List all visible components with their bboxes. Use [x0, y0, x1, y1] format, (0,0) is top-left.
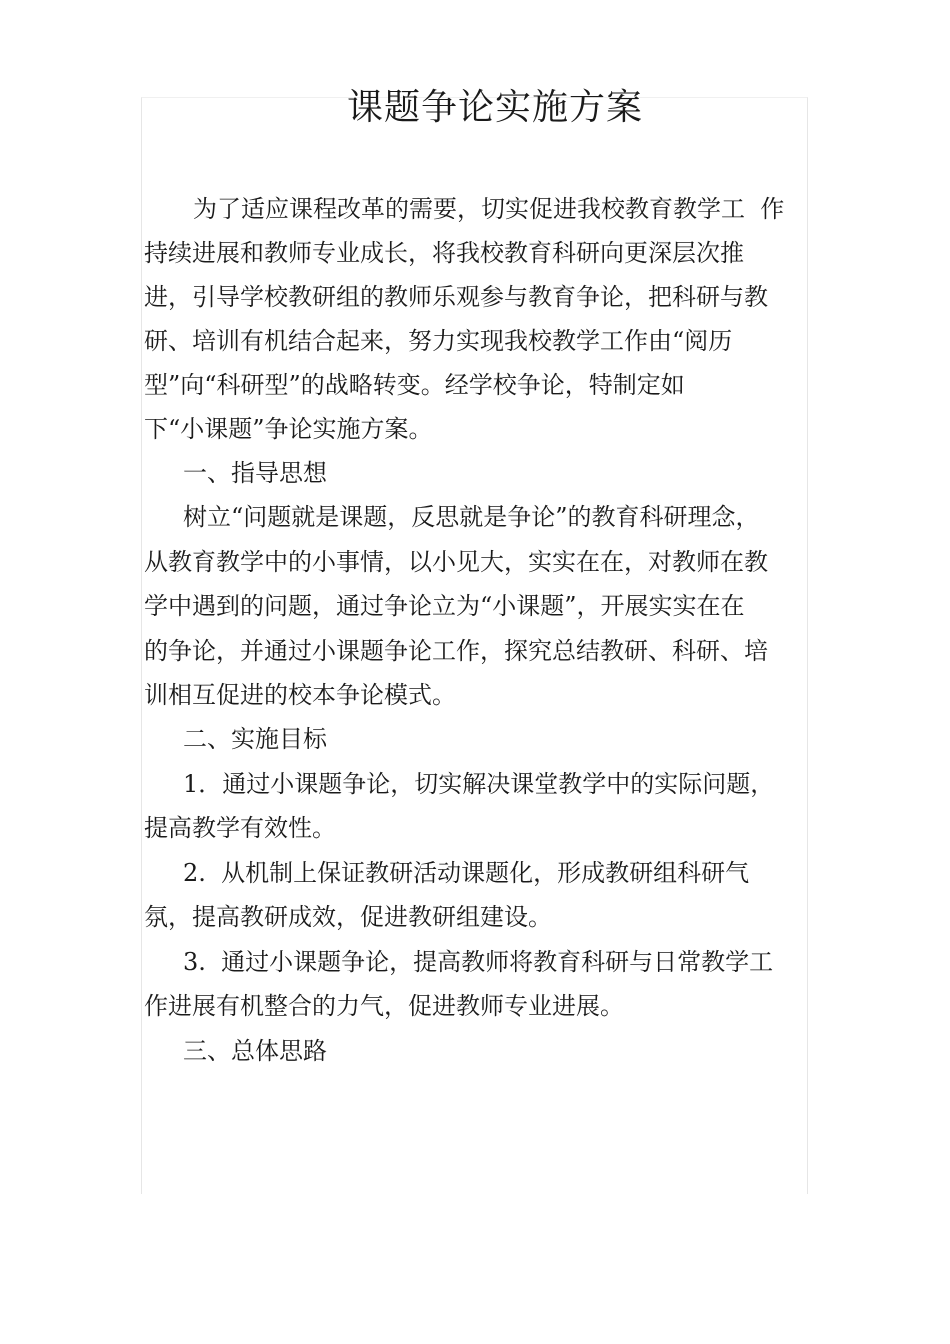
paragraph-line: 下“小课题”争论实施方案。 — [144, 415, 433, 443]
document-title: 课题争论实施方案 — [346, 87, 643, 128]
list-item: 2. 从机制上保证教研活动课题化，形成教研组科研气 — [183, 859, 750, 887]
section-heading: 二、实施目标 — [183, 725, 327, 753]
paragraph-line: 提高教学有效性。 — [144, 814, 336, 842]
section-heading: 一、指导思想 — [183, 459, 327, 487]
paragraph-line: 的争论，并通过小课题争论工作，探究总结教研、科研、培 — [144, 637, 768, 665]
paragraph-line: 学中遇到的问题，通过争论立为“小课题”，开展实实在在 — [144, 592, 745, 620]
paragraph-line: 持续进展和教师专业成长，将我校教育科研向更深层次推 — [144, 239, 744, 267]
paragraph-line: 训相互促进的校本争论模式。 — [144, 681, 456, 709]
paragraph-line: 树立“问题就是课题，反思就是争论”的教育科研理念， — [183, 503, 760, 531]
list-item: 1．通过小课题争论，切实解决课堂教学中的实际问题， — [183, 770, 775, 798]
paragraph-line: 研、培训有机结合起来，努力实现我校教学工作由“阅历 — [144, 327, 733, 355]
paragraph-line: 氛，提高教研成效，促进教研组建设。 — [144, 903, 552, 931]
list-item: 3. 通过小课题争论，提高教师将教育科研与日常教学工 — [183, 948, 774, 976]
paragraph-line: 从教育教学中的小事情，以小见大，实实在在，对教师在教 — [144, 548, 768, 576]
section-heading: 三、总体思路 — [183, 1037, 327, 1065]
paragraph-line: 为了适应课程改革的需要，切实促进我校教育教学工 作 — [193, 195, 785, 223]
paragraph-line: 型”向“科研型”的战略转变。经学校争论，特制定如 — [144, 371, 685, 399]
paragraph-line: 作进展有机整合的力气，促进教师专业进展。 — [144, 992, 624, 1020]
paragraph-line: 进，引导学校教研组的教师乐观参与教育争论，把科研与教 — [144, 283, 768, 311]
